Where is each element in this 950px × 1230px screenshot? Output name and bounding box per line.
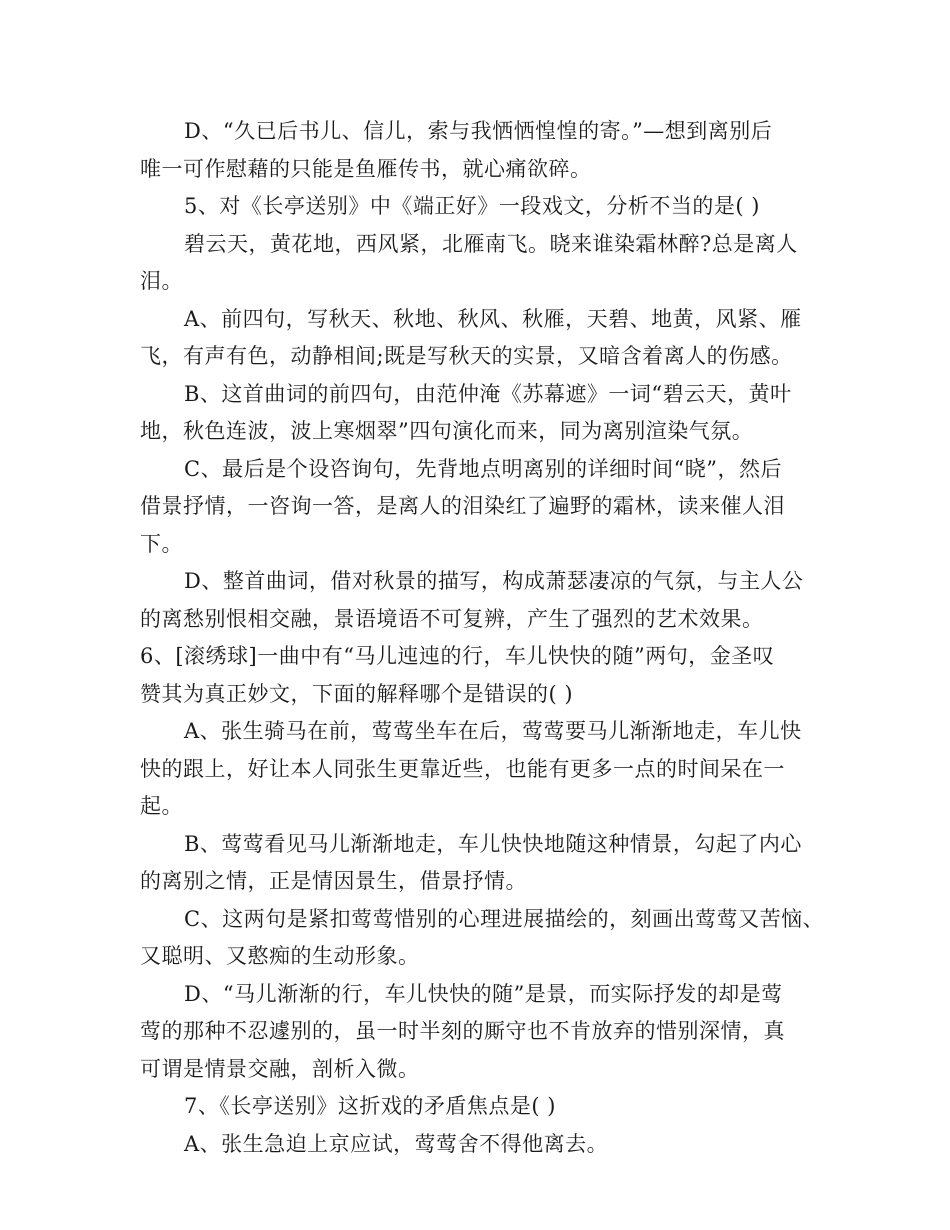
text-line: 借景抒情，一咨询一答，是离人的泪染红了遍野的霜林，读来催人泪 <box>140 494 785 518</box>
question-6: 6、[滚绣球]一曲中有“马儿迍迍的行，车儿快快的随”两句，金圣叹 <box>140 644 775 668</box>
text-line: 可谓是情景交融，剖析入微。 <box>140 1057 420 1081</box>
option-d: D、“马儿渐渐的行，车儿快快的随”是景，而实际抒发的却是莺 <box>184 982 783 1006</box>
option-a: A、张生骑马在前，莺莺坐车在后，莺莺要马儿渐渐地走，车儿快 <box>184 719 802 743</box>
option-b: B、莺莺看见马儿渐渐地走，车儿快快地随这种情景，勾起了内心 <box>184 832 802 856</box>
text-line: 莺的那种不忍遽别的，虽一时半刻的厮守也不肯放弃的惜别深情，真 <box>140 1019 785 1043</box>
option-c: C、这两句是紧扣莺莺惜别的心理进展描绘的，刻画出莺莺又苦恼、 <box>184 907 825 931</box>
option-a: A、前四句，写秋天、秋地、秋风、秋雁，天碧、地黄，风紧、雁 <box>184 307 802 331</box>
text-line: 唯一可作慰藉的只能是鱼雁传书，就心痛欲碎。 <box>140 157 592 181</box>
quoted-lyric: 碧云天，黄花地，西风紧，北雁南飞。晓来谁染霜林醉?总是离人 <box>184 232 798 256</box>
option-c: C、最后是个设咨询句，先背地点明离别的详细时间“晓”，然后 <box>184 457 783 481</box>
text-line: 泪。 <box>140 269 183 293</box>
text-line: 地，秋色连波，波上寒烟翠”四句演化而来，同为离别渲染气氛。 <box>140 419 754 443</box>
question-5: 5、对《长亭送别》中《端正好》一段戏文，分析不当的是( ) <box>184 194 760 218</box>
option-a: A、张生急迫上京应试，莺莺舍不得他离去。 <box>184 1132 609 1156</box>
text-line: 的离别之情，正是情因景生，借景抒情。 <box>140 869 527 893</box>
text-line: 起。 <box>140 794 183 818</box>
option-b: B、这首曲词的前四句，由范仲淹《苏幕遮》一词“碧云天，黄叶 <box>184 382 792 406</box>
option-d: D、整首曲词，借对秋景的描写，构成萧瑟凄凉的气氛，与主人公 <box>184 569 804 593</box>
text-line: 的离愁别恨相交融，景语境语不可复辨，产生了强烈的艺术效果。 <box>140 607 764 631</box>
text-line: 又聪明、又憨痴的生动形象。 <box>140 944 420 968</box>
question-7: 7、《长亭送别》这折戏的矛盾焦点是( ) <box>184 1094 556 1118</box>
text-line: 快的跟上，好让本人同张生更靠近些，也能有更多一点的时间呆在一 <box>140 757 785 781</box>
text-line: 下。 <box>140 532 183 556</box>
text-line: 赞其为真正妙文，下面的解释哪个是错误的( ) <box>140 682 574 706</box>
text-line: D、“久已后书儿、信儿，索与我恓恓惶惶的寄。”—想到离别后 <box>184 119 773 143</box>
text-line: 飞，有声有色，动静相间;既是写秋天的实景，又暗含着离人的伤感。 <box>140 344 793 368</box>
